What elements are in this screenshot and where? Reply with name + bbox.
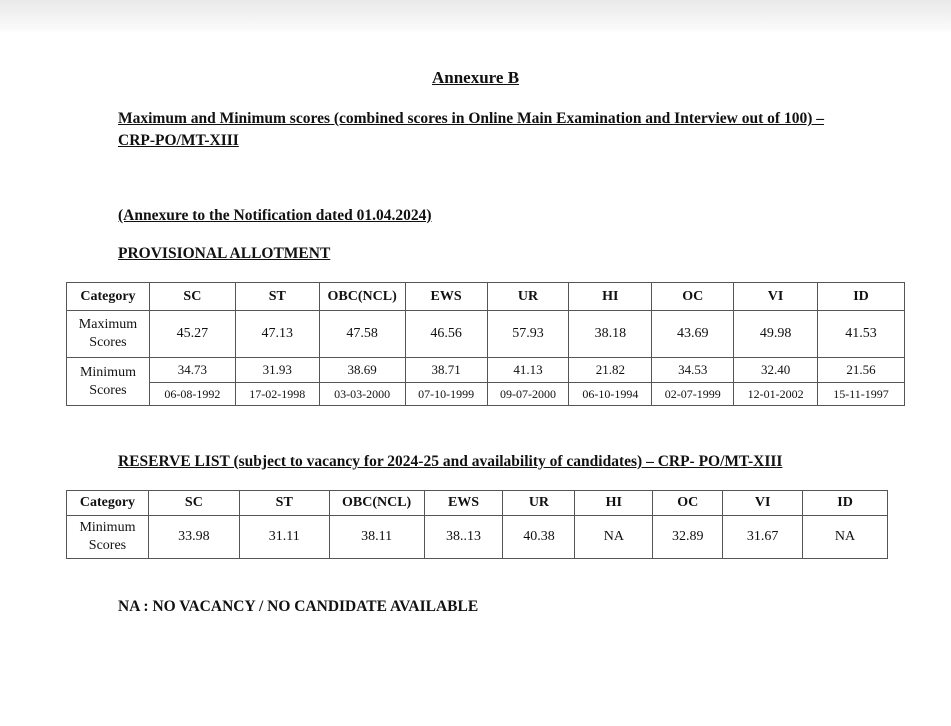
header-cell: EWS (424, 491, 503, 516)
score-cell: 49.98 (734, 311, 818, 358)
score-cell: 57.93 (487, 311, 569, 358)
header-cell: ID (818, 283, 905, 311)
table-row-dates (67, 383, 905, 406)
date-cell: 17-02-1998 (235, 383, 319, 406)
provisional-allotment-table (66, 282, 905, 406)
score-cell: 38.11 (329, 516, 424, 559)
header-cell: UR (487, 283, 569, 311)
score-cell: 46.56 (405, 311, 487, 358)
header-cell: SC (149, 283, 235, 311)
score-cell: 21.56 (818, 358, 905, 383)
header-cell: OBC(NCL) (329, 491, 424, 516)
score-cell: 32.40 (734, 358, 818, 383)
score-cell: 38.69 (319, 358, 405, 383)
header-cell: VI (734, 283, 818, 311)
provisional-allotment-title: PROVISIONAL ALLOTMENT (118, 245, 331, 262)
table-header-row (67, 491, 888, 516)
header-cell: OBC(NCL) (319, 283, 405, 311)
score-cell: NA (575, 516, 653, 559)
na-legend-note: NA : NO VACANCY / NO CANDIDATE AVAILABLE (118, 598, 479, 615)
score-cell: 41.13 (487, 358, 569, 383)
header-cell: EWS (405, 283, 487, 311)
table-row-maximum (67, 311, 905, 358)
table-row-minimum (67, 516, 888, 559)
score-cell: 38..13 (424, 516, 503, 559)
score-cell: NA (803, 516, 888, 559)
header-cell: HI (569, 283, 652, 311)
header-cell: UR (503, 491, 575, 516)
score-cell: 43.69 (652, 311, 734, 358)
date-cell: 07-10-1999 (405, 383, 487, 406)
row-label: Maximum Scores (67, 311, 150, 358)
score-cell: 38.18 (569, 311, 652, 358)
table-header-row (67, 283, 905, 311)
row-label: Minimum Scores (67, 516, 149, 559)
score-cell: 41.53 (818, 311, 905, 358)
date-cell: 09-07-2000 (487, 383, 569, 406)
score-cell: 45.27 (149, 311, 235, 358)
header-cell: Category (67, 491, 149, 516)
score-cell: 34.53 (652, 358, 734, 383)
date-cell: 03-03-2000 (319, 383, 405, 406)
header-cell: SC (148, 491, 239, 516)
header-cell: ST (239, 491, 329, 516)
score-cell: 47.58 (319, 311, 405, 358)
table-row-minimum (67, 358, 905, 383)
header-cell: HI (575, 491, 653, 516)
header-cell: OC (653, 491, 723, 516)
row-label: Minimum Scores (67, 358, 150, 406)
score-cell: 31.93 (235, 358, 319, 383)
header-cell: VI (723, 491, 803, 516)
score-cell: 31.11 (239, 516, 329, 559)
score-cell: 47.13 (235, 311, 319, 358)
score-cell: 40.38 (503, 516, 575, 559)
annexure-title: Annexure B (431, 68, 520, 87)
date-cell: 15-11-1997 (818, 383, 905, 406)
score-cell: 32.89 (653, 516, 723, 559)
date-cell: 02-07-1999 (652, 383, 734, 406)
date-cell: 06-08-1992 (149, 383, 235, 406)
date-cell: 12-01-2002 (734, 383, 818, 406)
header-cell: ID (803, 491, 888, 516)
score-cell: 31.67 (723, 516, 803, 559)
header-cell: ST (235, 283, 319, 311)
score-cell: 34.73 (149, 358, 235, 383)
document-heading: Maximum and Minimum scores (combined scores in Online Main Examination and Interview out of 100) – CRP-PO/MT-XIII (118, 110, 824, 149)
annexure-note: (Annexure to the Notification dated 01.04.2024) (118, 207, 432, 224)
score-cell: 33.98 (148, 516, 239, 559)
date-cell: 06-10-1994 (569, 383, 652, 406)
score-cell: 38.71 (405, 358, 487, 383)
score-cell: 21.82 (569, 358, 652, 383)
reserve-list-table (66, 490, 888, 559)
viewer-top-bar (0, 0, 951, 34)
header-cell: OC (652, 283, 734, 311)
reserve-list-title: RESERVE LIST (subject to vacancy for 2024-25 and availability of candidates) – CRP- PO/MT-XIII (118, 453, 783, 470)
header-cell: Category (67, 283, 150, 311)
